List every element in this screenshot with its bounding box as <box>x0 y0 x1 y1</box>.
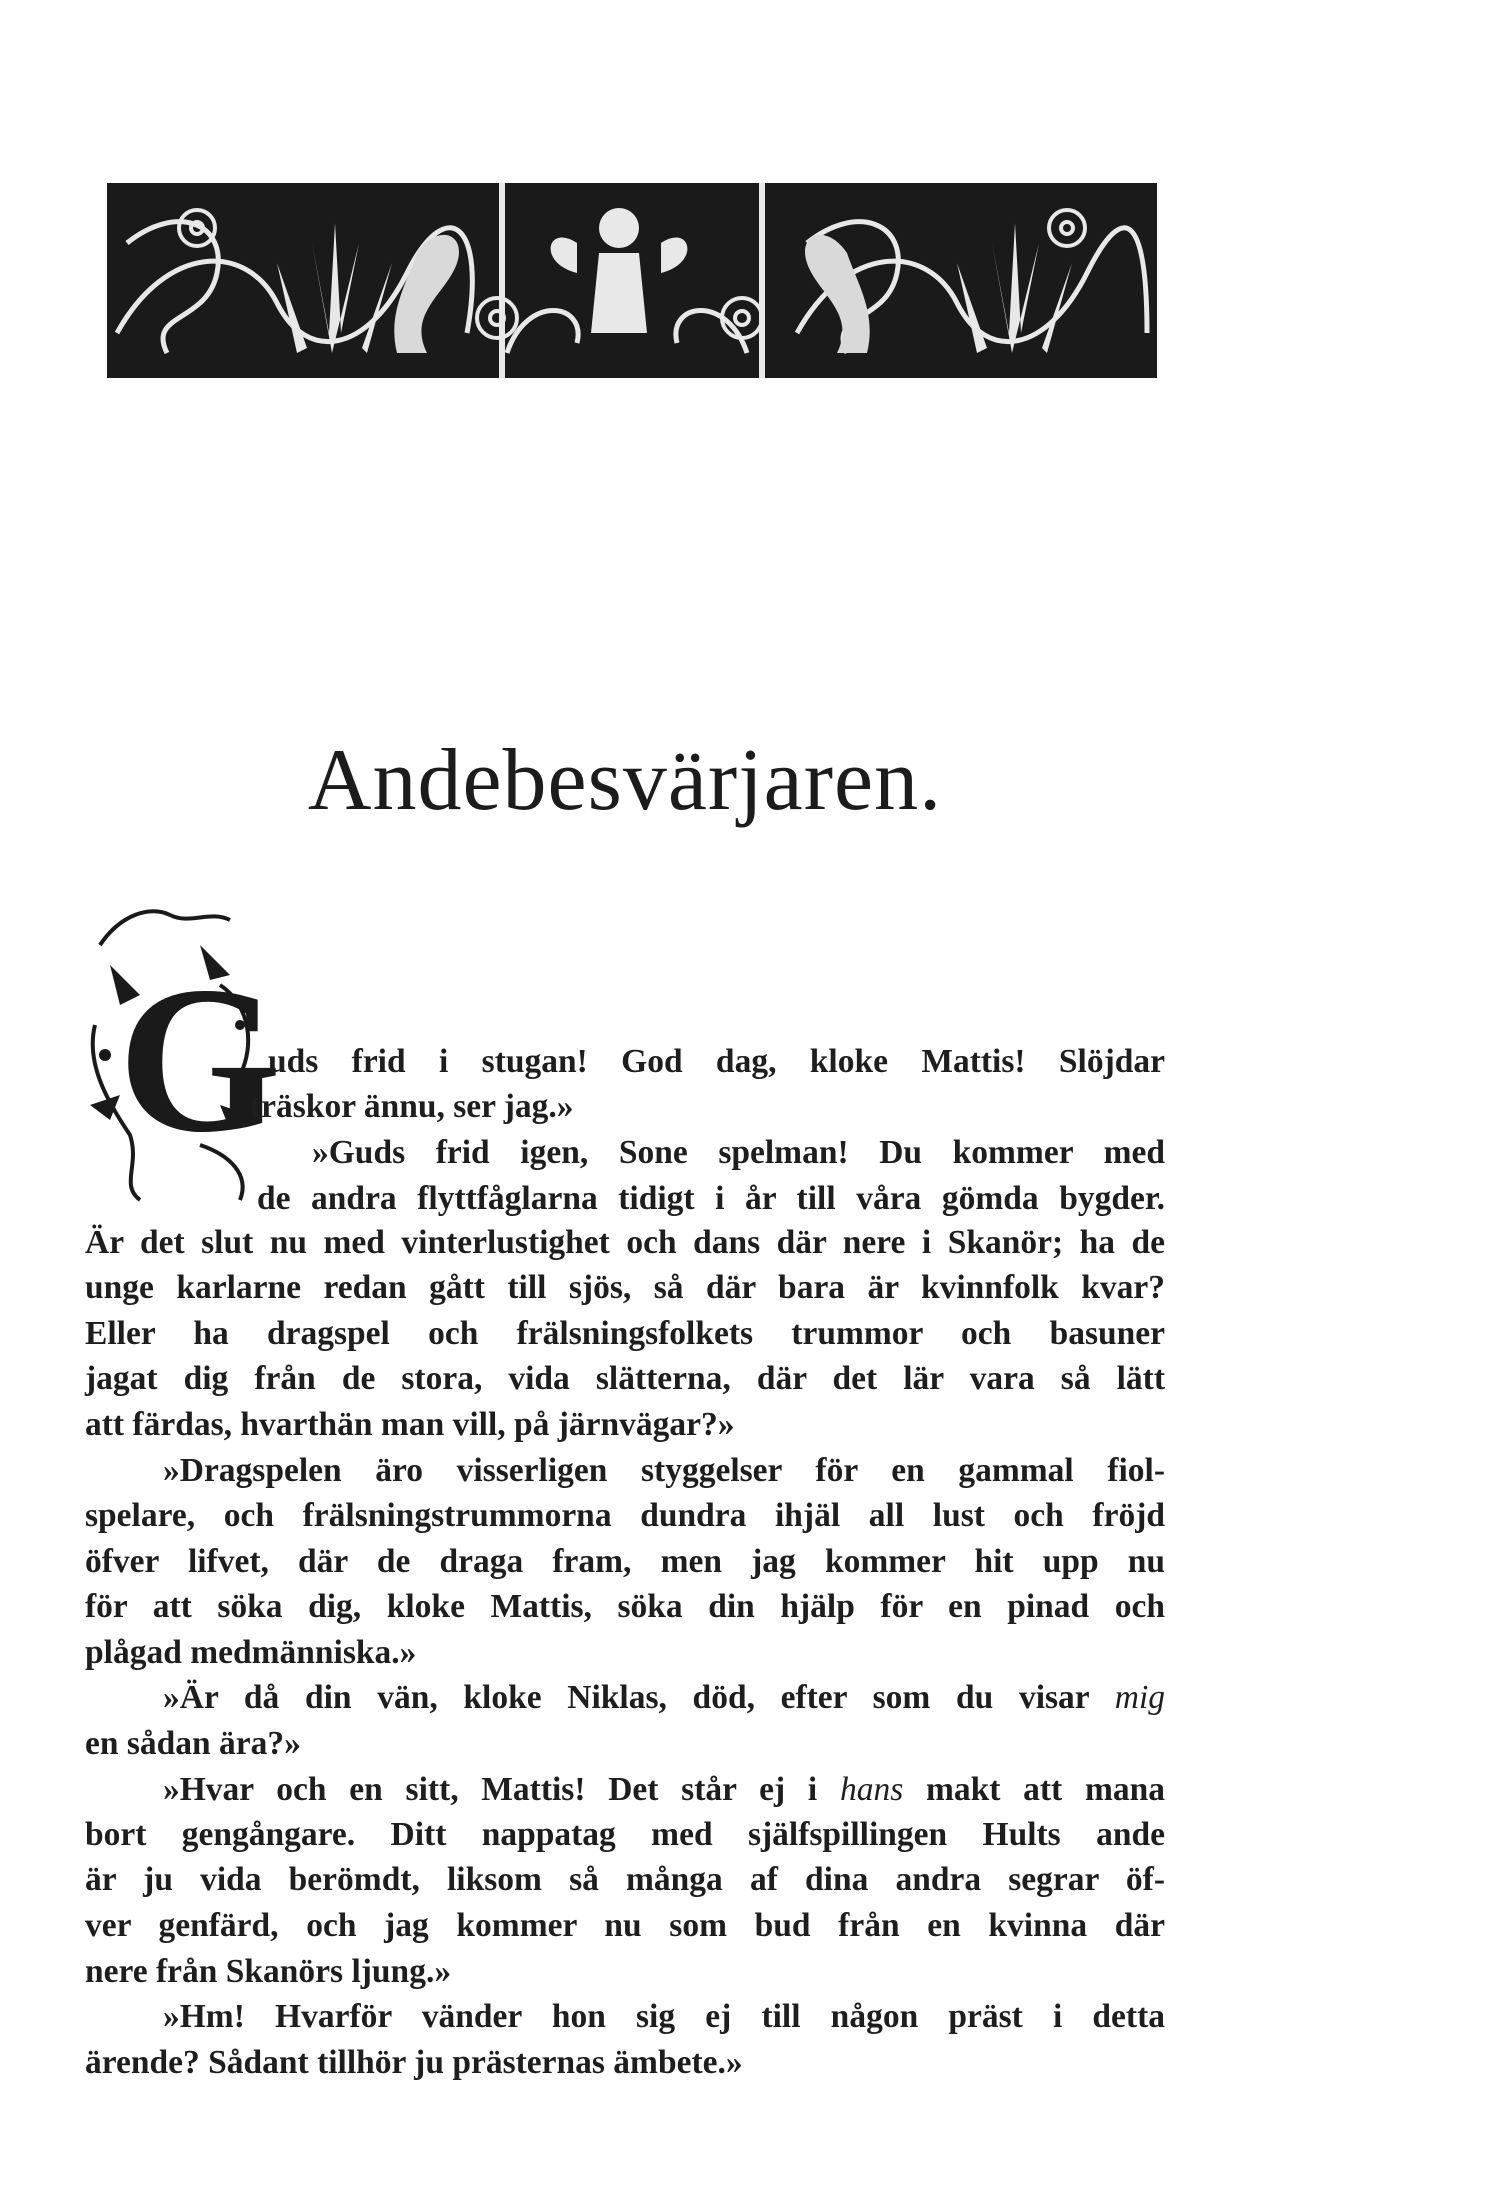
drop-cap-ornament <box>80 905 282 1205</box>
text-line: spelare, och frälsningstrummorna dundra ihjäl all lust och fröjd <box>85 1497 1165 1534</box>
text-line: »Hm! Hvarför vänder hon sig ej till någon präst i detta <box>163 1998 1165 2035</box>
text-line: att färdas, hvarthän man vill, på järnvägar?» <box>85 1406 735 1443</box>
emphasis: mig <box>1114 1679 1165 1716</box>
text-line: »Är då din vän, kloke Niklas, död, efter som du visar mig <box>163 1679 1165 1716</box>
text-line: träskor ännu, ser jag.» <box>250 1088 574 1125</box>
chapter-title: Andebesvärjaren. <box>307 732 943 829</box>
text-line: bort gengångare. Ditt nappatag med själfspillingen Hults ande <box>85 1816 1165 1853</box>
text-line: ärende? Sådant tillhör ju prästernas ämbete.» <box>85 2044 743 2081</box>
text-line: Eller ha dragspel och frälsningsfolkets trummor och basuner <box>85 1315 1165 1352</box>
drop-cap-letter: G <box>118 944 282 1176</box>
text-line: Är det slut nu med vinterlustighet och dans där nere i Skanör; ha de <box>85 1224 1165 1261</box>
text-line: för att söka dig, kloke Mattis, söka din hjälp för en pinad och <box>85 1588 1165 1625</box>
text-line: nere från Skanörs ljung.» <box>85 1953 452 1990</box>
text-line: unge karlarne redan gått till sjös, så där bara är kvinnfolk kvar? <box>85 1269 1165 1306</box>
text-line: »Hvar och en sitt, Mattis! Det står ej i hans makt att mana <box>163 1771 1165 1808</box>
emphasis: hans <box>839 1771 904 1808</box>
text-line: ver genfärd, och jag kommer nu som bud från en kvinna där <box>85 1907 1165 1944</box>
text-line: är ju vida berömdt, liksom så många af dina andra segrar öf- <box>85 1861 1165 1898</box>
text-line: jagat dig från de stora, vida slätterna, där det lär vara så lätt <box>85 1360 1165 1397</box>
text-line: uds frid i stugan! God dag, kloke Mattis! Slöjdar <box>268 1043 1165 1080</box>
text-line: »Guds frid igen, Sone spelman! Du kommer med <box>312 1134 1165 1171</box>
text-line: en sådan ära?» <box>85 1725 301 1762</box>
text-line: öfver lifvet, där de draga fram, men jag kommer hit upp nu <box>85 1543 1165 1580</box>
text-line: de andra flyttfåglarna tidigt i år till våra gömda bygder. <box>257 1180 1165 1217</box>
ornamental-banner <box>107 183 1157 378</box>
text-line: »Dragspelen äro visserligen styggelser för en gammal fiol- <box>163 1452 1165 1489</box>
text-line: plågad medmänniska.» <box>85 1634 417 1671</box>
